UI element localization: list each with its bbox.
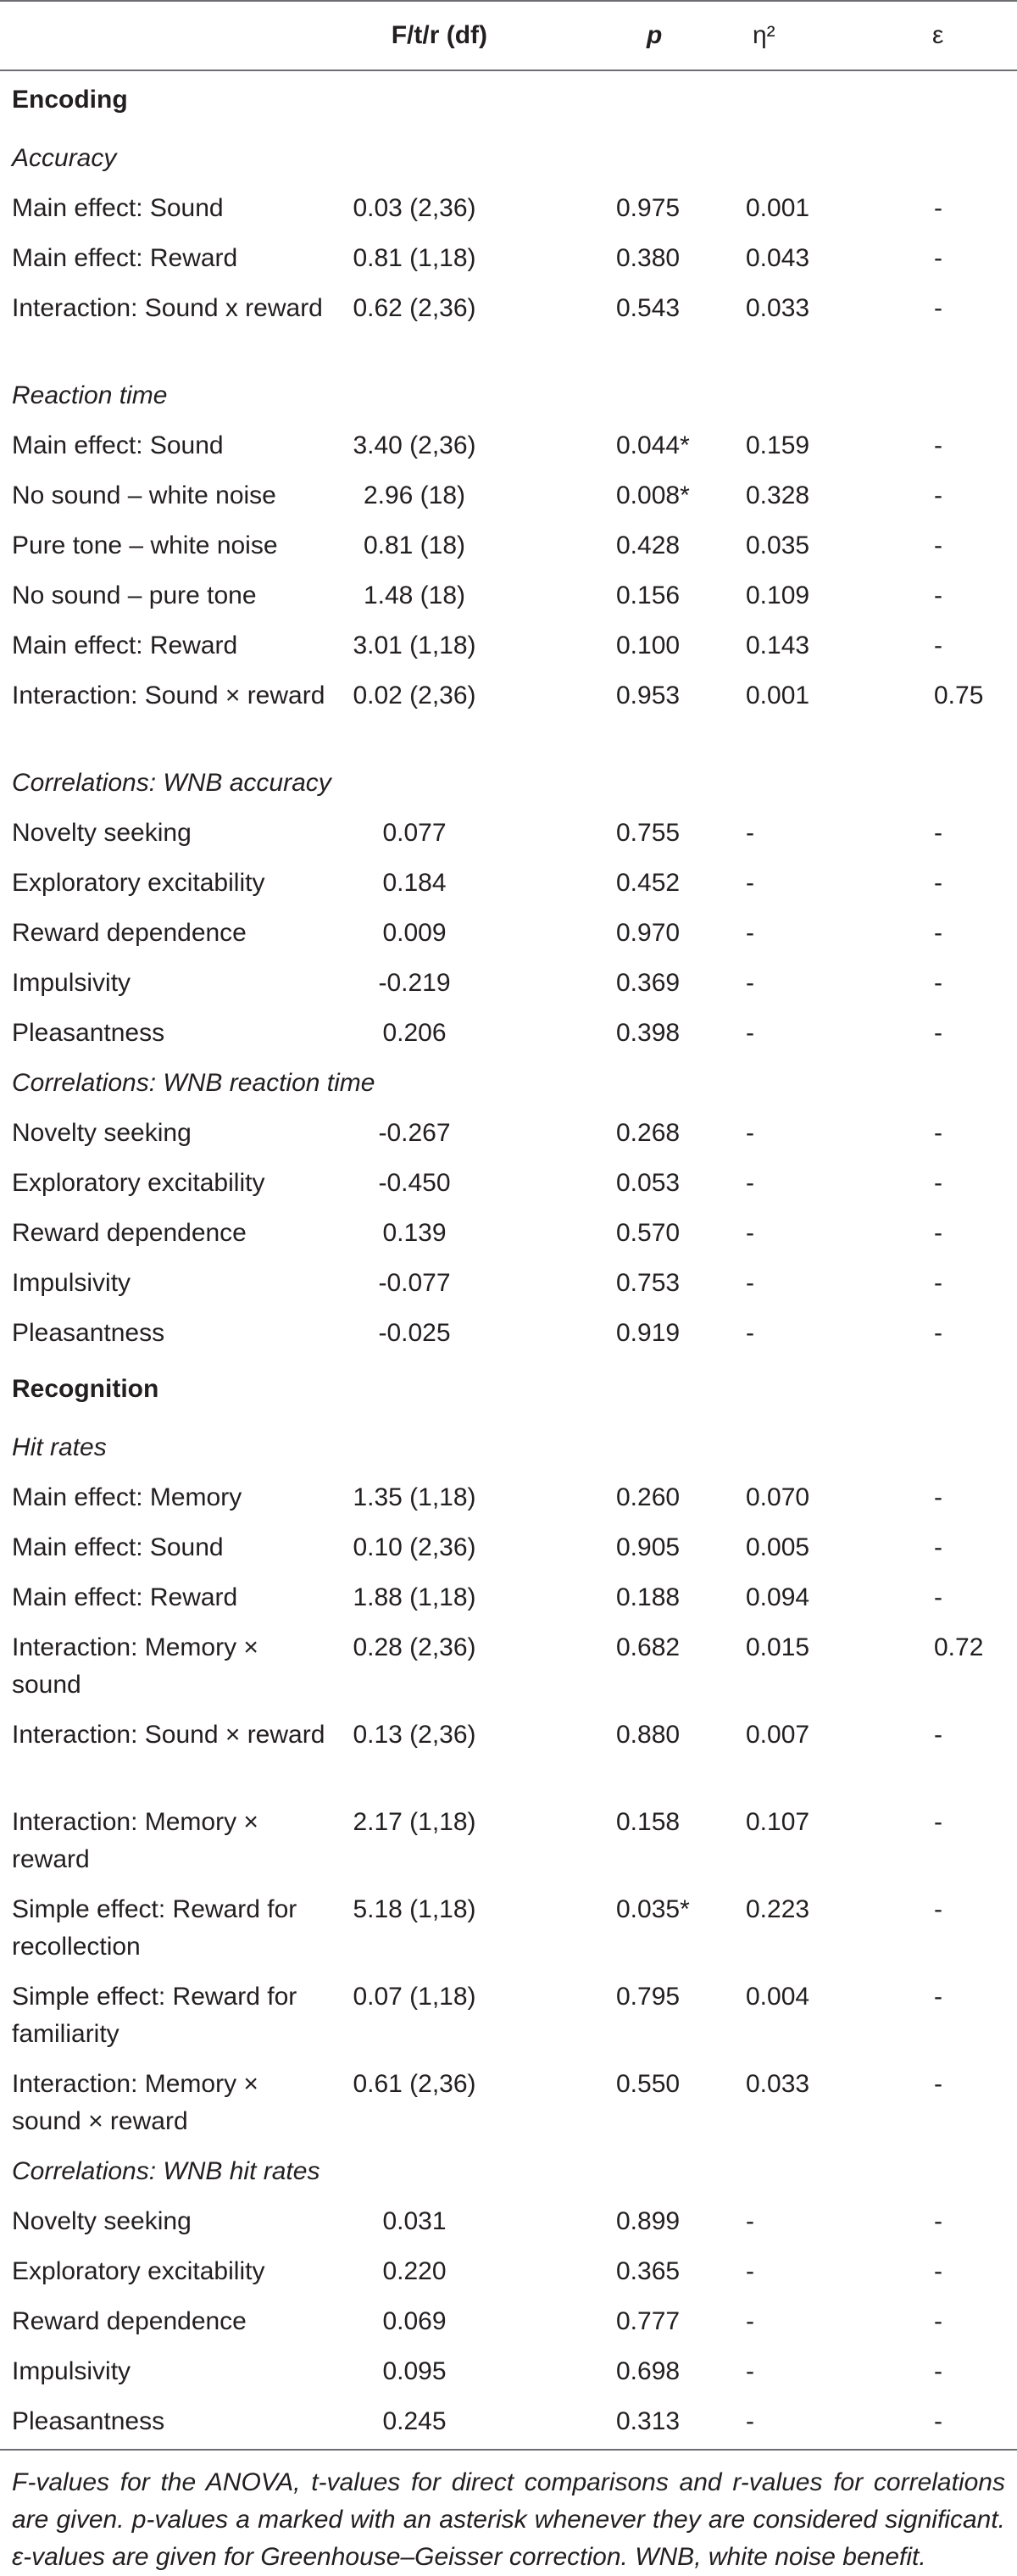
p-value: 0.188 [616,1583,681,1611]
section-row [0,1360,1017,1425]
row-label: Exploratory excitability [12,1169,265,1197]
row-label: Reward dependence [12,2307,247,2335]
p-value: 0.313 [564,2399,737,2450]
eta-squared-value: 0.015 [746,1633,810,1661]
stat-value: 0.81 (1,18) [353,244,476,272]
stat-value: 0.13 (2,36) [353,1721,476,1749]
epsilon-value: - [934,1019,942,1047]
stat-value: 0.10 (2,36) [353,1533,476,1561]
stat-value: 0.03 (2,36) [353,194,476,222]
p-value: 0.543 [616,294,681,322]
epsilon-value: - [934,2307,942,2335]
section-title: Recognition [12,1375,159,1403]
eta-squared-value: 0.223 [746,1895,810,1923]
table-row [0,1712,1017,1800]
eta-squared-value: 0.143 [746,631,810,659]
epsilon-value: - [934,1895,942,1923]
p-value: 0.044* [616,431,690,459]
header-stat: F/t/r (df) [326,1,564,70]
stat-value: 5.18 (1,18) [353,1895,476,1923]
row-label: Main effect: Sound [12,194,224,222]
p-value: 0.777 [616,2307,681,2335]
eta-squared-value: 0.001 [746,194,810,222]
p-value: 0.899 [616,2207,681,2235]
p-value: 0.369 [616,969,681,997]
p-value: 0.753 [616,1269,681,1297]
table-row [0,810,1017,860]
header-eta-squared: η² [737,1,848,70]
stat-value: -0.077 [378,1269,451,1297]
p-value: 0.905 [616,1533,681,1561]
row-label: Pure tone – white noise [12,531,278,559]
row-label: Exploratory excitability [12,2257,265,2285]
row-label: Interaction: Memory × reward [12,1808,258,1873]
row-label: Novelty seeking [12,2207,192,2235]
stat-value: -0.219 [378,969,451,997]
eta-squared-value: 0.001 [746,682,810,709]
stat-value: 0.139 [382,1219,447,1247]
eta-squared-value: 0.035 [746,531,810,559]
row-label: Impulsivity [12,1269,131,1297]
table-row [0,286,1017,373]
group-title: Hit rates [12,1433,107,1461]
stat-value: 0.81 (18) [363,531,466,559]
stat-value: 3.40 (2,36) [353,431,476,459]
eta-squared-value: - [746,869,754,897]
p-value: 0.953 [616,682,681,709]
stat-value: -0.450 [378,1169,451,1197]
epsilon-value: - [934,2357,942,2385]
eta-squared-value: 0.094 [746,1583,810,1611]
eta-squared-value: 0.004 [746,1983,810,2011]
p-value: 0.550 [616,2070,681,2098]
table-row [0,236,1017,286]
eta-squared-value: - [746,919,754,947]
table-row [0,1625,1017,1712]
eta-squared-value: - [737,2399,848,2450]
eta-squared-value: - [746,1119,754,1147]
stat-value: 0.009 [382,919,447,947]
table-row [0,473,1017,523]
epsilon-value: - [934,531,942,559]
p-value: 0.880 [616,1721,681,1749]
eta-squared-value: 0.005 [746,1533,810,1561]
header-p: p [564,1,737,70]
stat-value: 0.28 (2,36) [353,1633,476,1661]
row-label: Main effect: Reward [12,244,238,272]
table-header [0,1,1017,70]
header-label [0,1,326,70]
row-label: Main effect: Sound [12,431,224,459]
epsilon-value: - [934,294,942,322]
row-label: Main effect: Reward [12,1583,238,1611]
group-title: Correlations: WNB accuracy [12,769,331,797]
row-label: Pleasantness [12,1019,165,1047]
table-footnote: F-values for the ANOVA, t-values for direct comparisons and r-values for correlations are given. p-values a marked with an asterisk whenever they are considered significant. ε-values are given for Greenhouse–Geisser correction. WNB, white noise benefit. [12,2468,1005,2571]
row-label: Interaction: Memory × sound × reward [12,2070,258,2135]
eta-squared-value: 0.159 [746,431,810,459]
row-label: Interaction: Sound x reward [12,294,323,322]
eta-squared-value: - [746,969,754,997]
stat-value: 1.88 (1,18) [353,1583,476,1611]
p-value: 0.156 [616,581,681,609]
group-row [0,1425,1017,1475]
stat-value: 0.184 [382,869,447,897]
eta-squared-value: 0.070 [746,1483,810,1511]
table-row [0,1800,1017,1887]
row-label: Impulsivity [12,969,131,997]
stat-value: -0.025 [378,1319,451,1347]
stat-value: 0.245 [326,2399,564,2450]
epsilon-value: - [934,1983,942,2011]
p-value: 0.260 [616,1483,681,1511]
stat-value: 2.96 (18) [363,481,466,509]
row-label: Simple effect: Reward for recollection [12,1895,297,1961]
row-label: No sound – white noise [12,481,276,509]
p-value: 0.428 [616,531,681,559]
table-row [0,1974,1017,2061]
eta-squared-value: - [746,1269,754,1297]
epsilon-value: - [934,1483,942,1511]
stat-value: 0.02 (2,36) [353,682,476,709]
table-row [0,1575,1017,1625]
p-value: 0.053 [616,1169,681,1197]
table-row [0,1260,1017,1310]
row-label: No sound – pure tone [12,581,257,609]
eta-squared-value: 0.033 [746,2070,810,2098]
stat-value: -0.267 [378,1119,451,1147]
table-row [0,1110,1017,1160]
eta-squared-value: - [746,2307,754,2335]
row-label: Reward dependence [12,1219,247,1247]
table-row [0,1310,1017,1360]
eta-squared-value: 0.007 [746,1721,810,1749]
group-title: Accuracy [12,144,117,172]
epsilon-value: - [934,2070,942,2098]
table-row [0,1210,1017,1260]
table-row [0,1010,1017,1060]
table-row [0,2399,1017,2450]
eta-squared-value: 0.033 [746,294,810,322]
table-row [0,573,1017,623]
row-label: Novelty seeking [12,819,192,847]
header-epsilon: ε [848,1,1017,70]
p-value: 0.380 [616,244,681,272]
table-row [0,1887,1017,1974]
row-label: Interaction: Sound × reward [12,682,325,709]
group-row [0,760,1017,810]
row-label: Interaction: Sound × reward [12,1721,325,1749]
p-value: 0.100 [616,631,681,659]
group-title: Correlations: WNB reaction time [12,1069,375,1097]
row-label: Main effect: Memory [12,1483,242,1511]
epsilon-value: - [934,431,942,459]
epsilon-value: - [934,1269,942,1297]
epsilon-value: - [934,969,942,997]
epsilon-value: - [934,481,942,509]
epsilon-value: - [934,2207,942,2235]
p-value: 0.682 [616,1633,681,1661]
p-value: 0.452 [616,869,681,897]
row-label: Novelty seeking [12,1119,192,1147]
row-label: Main effect: Sound [12,1533,224,1561]
epsilon-value: - [934,1119,942,1147]
eta-squared-value: - [746,2207,754,2235]
p-value: 0.975 [616,194,681,222]
eta-squared-value: - [746,2257,754,2285]
eta-squared-value: 0.107 [746,1808,810,1836]
eta-squared-value: 0.109 [746,581,810,609]
eta-squared-value: 0.043 [746,244,810,272]
epsilon-value: - [934,919,942,947]
row-label: Pleasantness [12,1319,165,1347]
stat-value: 0.206 [382,1019,447,1047]
table-row [0,2061,1017,2149]
p-value: 0.570 [616,1219,681,1247]
epsilon-value: - [934,244,942,272]
eta-squared-value: - [746,1169,754,1197]
table-row [0,2349,1017,2399]
stat-value: 0.069 [382,2307,447,2335]
p-value: 0.008* [616,481,690,509]
stat-value: 0.031 [382,2207,447,2235]
table-row [0,423,1017,473]
table-row [0,910,1017,960]
group-row [0,2149,1017,2199]
stat-value: 0.220 [382,2257,447,2285]
stat-value: 1.48 (18) [363,581,466,609]
stat-value: 1.35 (1,18) [353,1483,476,1511]
table-row [0,1475,1017,1525]
group-row [0,1060,1017,1110]
table-row [0,523,1017,573]
eta-squared-value: - [746,1319,754,1347]
stat-value: 0.61 (2,36) [353,2070,476,2098]
epsilon-value: - [934,1319,942,1347]
row-label: Pleasantness [0,2399,326,2450]
group-row [0,136,1017,186]
table-row [0,860,1017,910]
row-label: Impulsivity [12,2357,131,2385]
section-title: Encoding [12,86,128,114]
group-row [0,373,1017,423]
p-value: 0.755 [616,819,681,847]
eta-squared-value: - [746,1219,754,1247]
epsilon-value: - [934,1169,942,1197]
eta-squared-value: - [746,2357,754,2385]
table-row [0,186,1017,236]
stat-value: 0.62 (2,36) [353,294,476,322]
epsilon-value: - [934,869,942,897]
table-row [0,960,1017,1010]
eta-squared-value: 0.328 [746,481,810,509]
row-label: Reward dependence [12,919,247,947]
epsilon-value: - [934,1583,942,1611]
epsilon-value: - [934,1721,942,1749]
p-value: 0.035* [616,1895,690,1923]
epsilon-value: - [934,1219,942,1247]
row-label: Interaction: Memory × sound [12,1633,258,1699]
table-row [0,673,1017,760]
eta-squared-value: - [746,1019,754,1047]
epsilon-value: - [934,194,942,222]
epsilon-value: - [934,631,942,659]
row-label: Main effect: Reward [12,631,238,659]
stat-value: 0.077 [382,819,447,847]
group-title: Reaction time [12,381,168,409]
table-body [0,70,1017,2450]
epsilon-value: - [934,2257,942,2285]
p-value: 0.398 [616,1019,681,1047]
section-row [0,70,1017,136]
table-row [0,2299,1017,2349]
header-row [0,1,1017,70]
table-row [0,2249,1017,2299]
p-value: 0.970 [616,919,681,947]
stat-value: 3.01 (1,18) [353,631,476,659]
eta-squared-value: - [746,819,754,847]
p-value: 0.698 [616,2357,681,2385]
p-value: 0.919 [616,1319,681,1347]
stat-value: 2.17 (1,18) [353,1808,476,1836]
p-value: 0.268 [616,1119,681,1147]
row-label: Exploratory excitability [12,869,265,897]
table-row [0,2199,1017,2249]
group-title: Correlations: WNB hit rates [12,2157,320,2185]
p-value: 0.158 [616,1808,681,1836]
row-label: Simple effect: Reward for familiarity [12,1983,297,2048]
epsilon-value: - [848,2399,1017,2450]
epsilon-value: - [934,1533,942,1561]
table-row [0,623,1017,673]
stat-value: 0.095 [382,2357,447,2385]
epsilon-value: 0.75 [934,682,984,709]
epsilon-value: - [934,581,942,609]
epsilon-value: 0.72 [934,1633,984,1661]
stat-value: 0.07 (1,18) [353,1983,476,2011]
p-value: 0.795 [616,1983,681,2011]
epsilon-value: - [934,819,942,847]
table-row [0,1525,1017,1575]
table-row [0,1160,1017,1210]
p-value: 0.365 [616,2257,681,2285]
epsilon-value: - [934,1808,942,1836]
